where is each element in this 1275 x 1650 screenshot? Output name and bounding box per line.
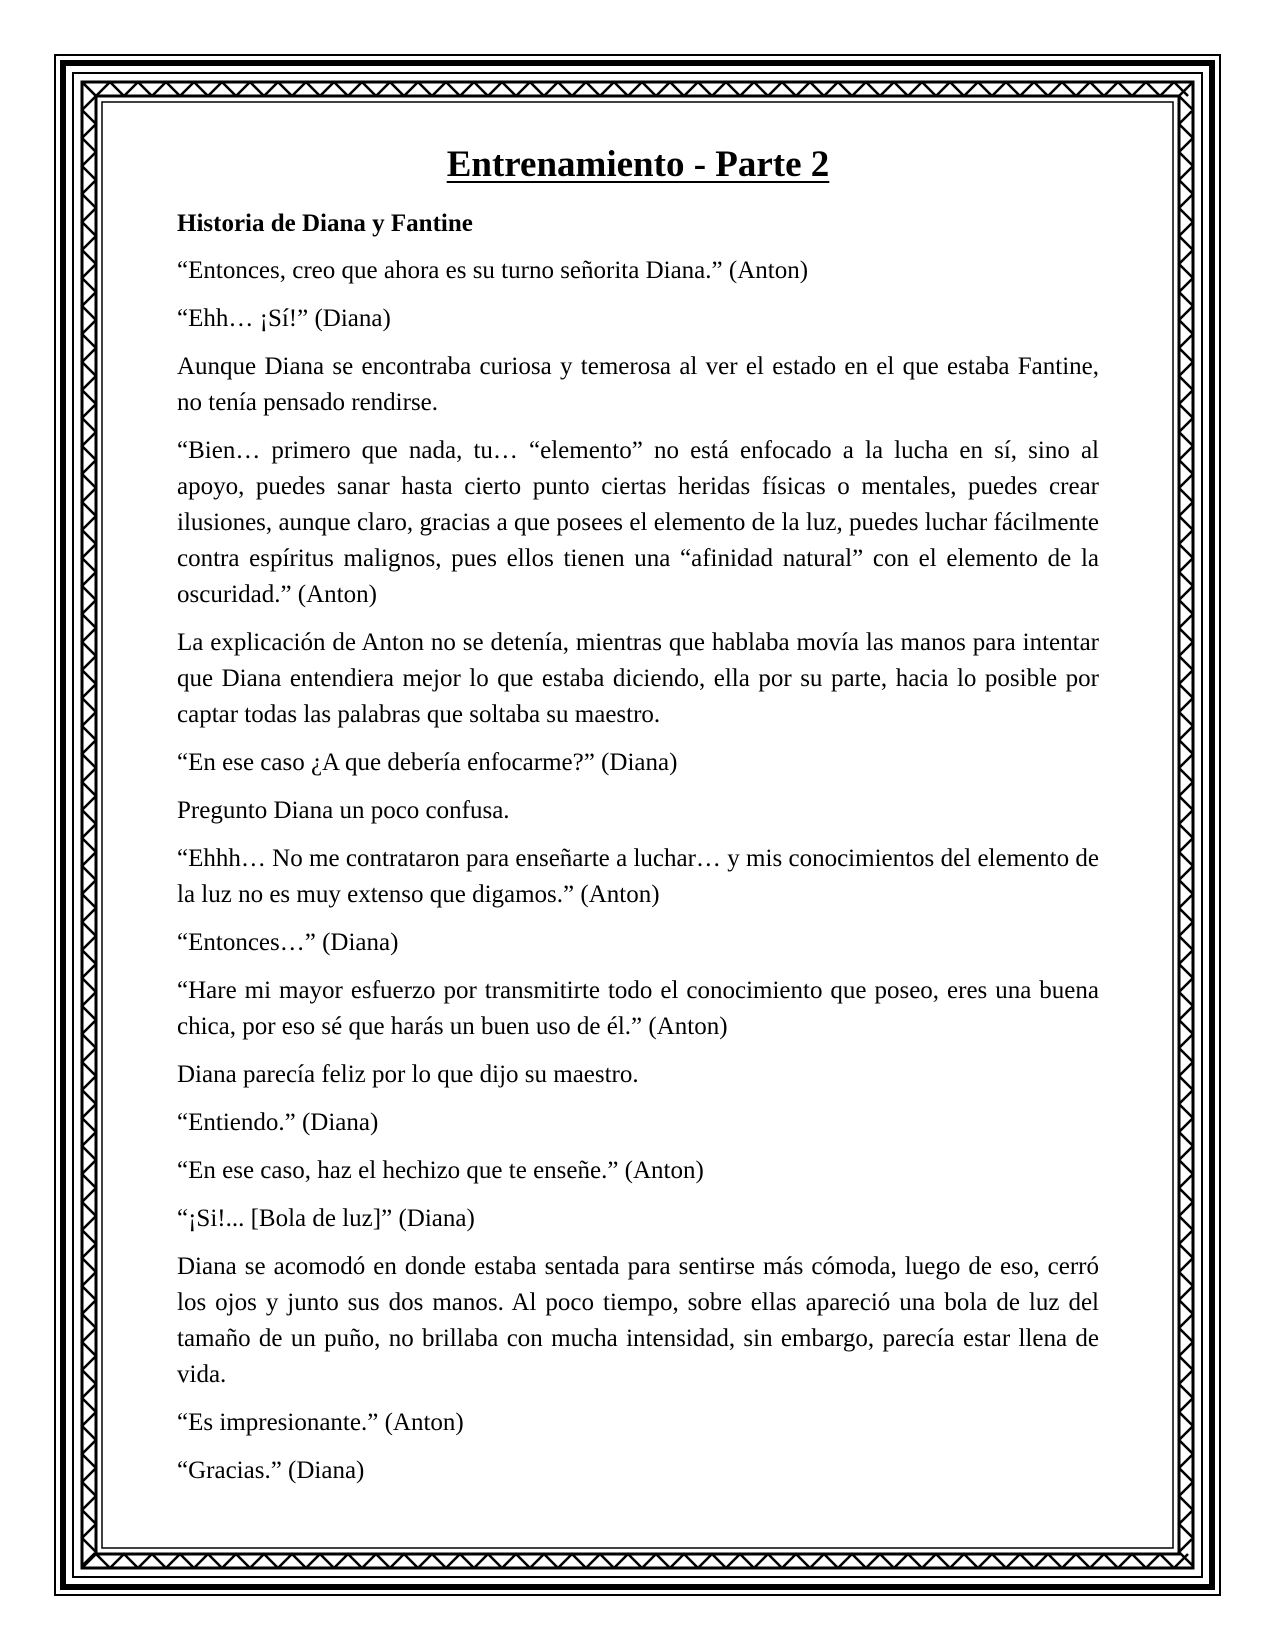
zigzag-line xyxy=(82,82,1188,96)
page-title: Entrenamiento - Parte 2 xyxy=(446,144,830,185)
paragraph: Aunque Diana se encontraba curiosa y temerosa al ver el estado en el que estaba Fantine, no tenía pensado rendirse. xyxy=(177,353,1099,416)
paragraph: “Entonces, creo que ahora es su turno señorita Diana.” (Anton) xyxy=(177,257,809,284)
paragraph: “En ese caso, haz el hechizo que te enseñe.” (Anton) xyxy=(177,1157,704,1184)
zigzag-line xyxy=(82,82,96,1566)
paragraph: “Hare mi mayor esfuerzo por transmitirte todo el conocimiento que poseo, eres una buena chica, por eso sé que harás un buen uso de él.” (Anton) xyxy=(177,977,1099,1040)
paragraph: “¡Si!... [Bola de luz]” (Diana) xyxy=(177,1205,475,1232)
zigzag-line xyxy=(82,1554,1188,1568)
paragraph: “Entiendo.” (Diana) xyxy=(177,1109,379,1136)
document-body xyxy=(177,140,1099,1501)
paragraph: “Bien… primero que nada, tu… “elemento” no está enfocado a la lucha en sí, sino al apoyo, puedes sanar hasta cierto punto ciertas heridas físicas o mentales, puedes crear ilusiones, aunque claro, gracias a que posees el elemento de la luz, puedes luchar fácilmente contra espíritus malignos, pues ellos tienen una “afinidad natural” con el elemento de la oscuridad.” (Anton) xyxy=(177,437,1099,608)
paragraph: “Ehhh… No me contrataron para enseñarte a luchar… y mis conocimientos del elemento de la luz no es muy extenso que digamos.” (Anton) xyxy=(177,845,1099,908)
paragraph: Diana se acomodó en donde estaba sentada para sentirse más cómoda, luego de eso, cerró los ojos y junto sus dos manos. Al poco tiempo, sobre ellas apareció una bola de luz del tamaño de un puño, no brillaba con mucha intensidad, sin embargo, parecía estar llena de vida. xyxy=(177,1253,1099,1388)
paragraph: “Ehh… ¡Sí!” (Diana) xyxy=(177,305,391,332)
paragraph: “Entonces…” (Diana) xyxy=(177,929,399,956)
paragraph: Pregunto Diana un poco confusa. xyxy=(177,797,510,824)
paragraph: “En ese caso ¿A que debería enfocarme?” (Diana) xyxy=(177,749,678,776)
paragraph: “Gracias.” (Diana) xyxy=(177,1457,365,1484)
paragraph: Diana parecía feliz por lo que dijo su maestro. xyxy=(177,1061,639,1088)
paragraph: “Es impresionante.” (Anton) xyxy=(177,1409,464,1436)
paragraph: La explicación de Anton no se detenía, mientras que hablaba movía las manos para intentar que Diana entendiera mejor lo que estaba diciendo, ella por su parte, hacia lo posible por captar todas las palabras que soltaba su maestro. xyxy=(177,629,1099,728)
zigzag-line xyxy=(1179,82,1193,1566)
section-heading: Historia de Diana y Fantine xyxy=(177,210,473,237)
